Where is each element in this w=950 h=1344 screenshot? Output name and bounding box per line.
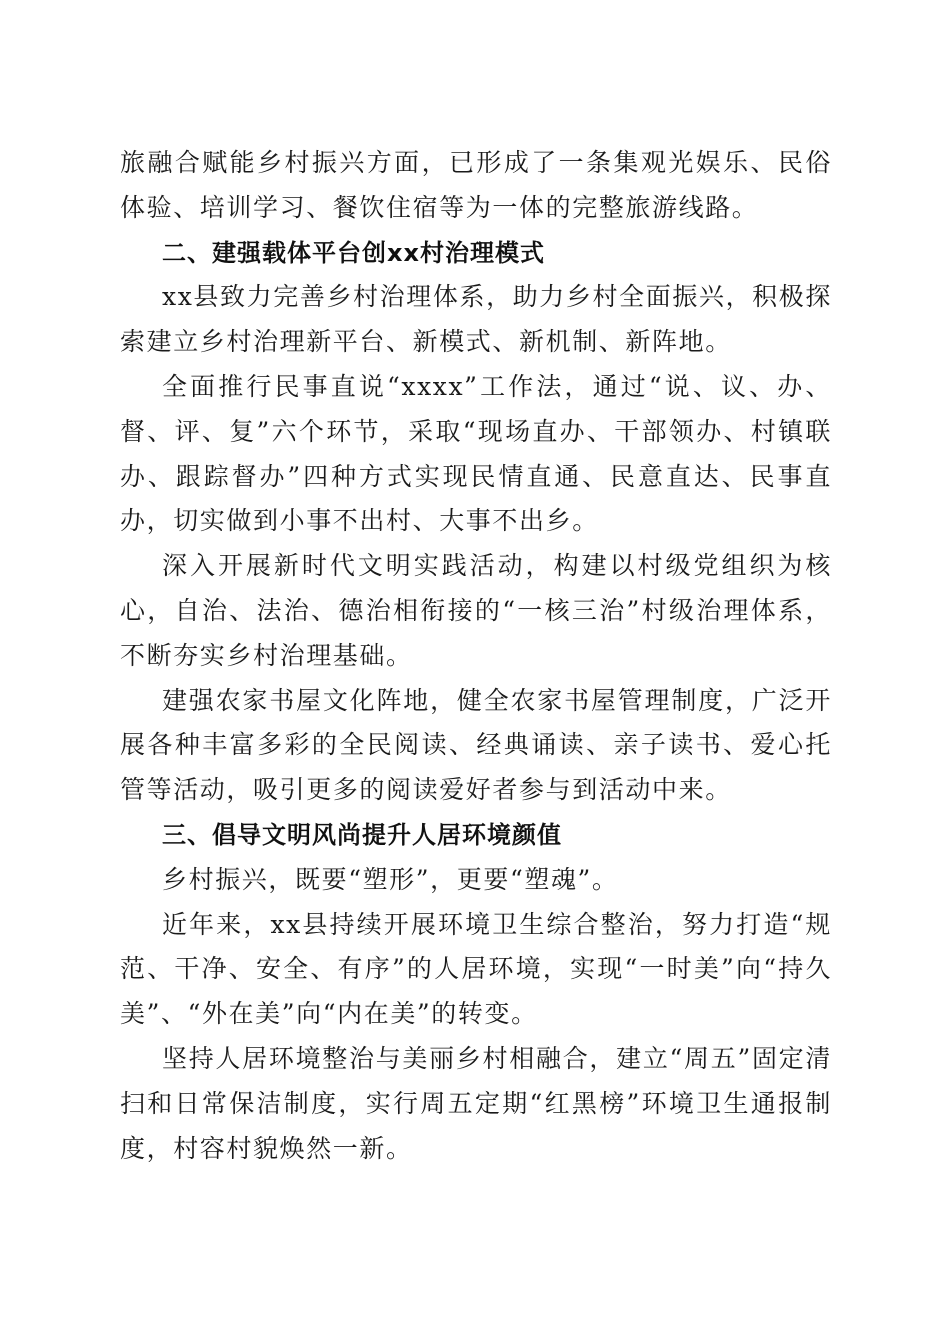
paragraph: 全面推行民事直说“xxxx”工作法，通过“说、议、办、督、评、复”六个环节，采取“现场直办、干部领办、村镇联办、跟踪督办”四种方式实现民情直通、民意直达、民事直办，切实做到小事不出村、大事不出乡。: [120, 371, 832, 536]
paragraph: 近年来，xx县持续开展环境卫生综合整治，努力打造“规范、干净、安全、有序”的人居环境，实现“一时美”向“持久美”、“外在美”向“内在美”的转变。: [120, 909, 832, 1029]
paragraph: 深入开展新时代文明实践活动，构建以村级党组织为核心，自治、法治、德治相衔接的“一核三治”村级治理体系，不断夯实乡村治理基础。: [120, 551, 832, 670]
section-heading-three: 三、倡导文明风尚提升人居环境颜值: [162, 820, 562, 849]
paragraph: 建强农家书屋文化阵地，健全农家书屋管理制度，广泛开展各种丰富多彩的全民阅读、经典诵读、亲子读书、爱心托管等活动，吸引更多的阅读爱好者参与到活动中来。: [120, 685, 832, 805]
paragraph: 坚持人居环境整治与美丽乡村相融合，建立“周五”固定清扫和日常保洁制度，实行周五定期“红黑榜”环境卫生通报制度，村容村貌焕然一新。: [120, 1043, 832, 1163]
paragraph: xx县致力完善乡村治理体系，助力乡村全面振兴，积极探索建立乡村治理新平台、新模式、新机制、新阵地。: [120, 282, 832, 357]
section-heading-two: 二、建强载体平台创xx村治理模式: [162, 238, 545, 267]
document-body: [120, 141, 832, 1171]
paragraph-continuation: 旅融合赋能乡村振兴方面，已形成了一条集观光娱乐、民俗体验、培训学习、餐饮住宿等为一体的完整旅游线路。: [120, 148, 832, 222]
paragraph: 乡村振兴，既要“塑形”，更要“塑魂”。: [162, 864, 619, 894]
